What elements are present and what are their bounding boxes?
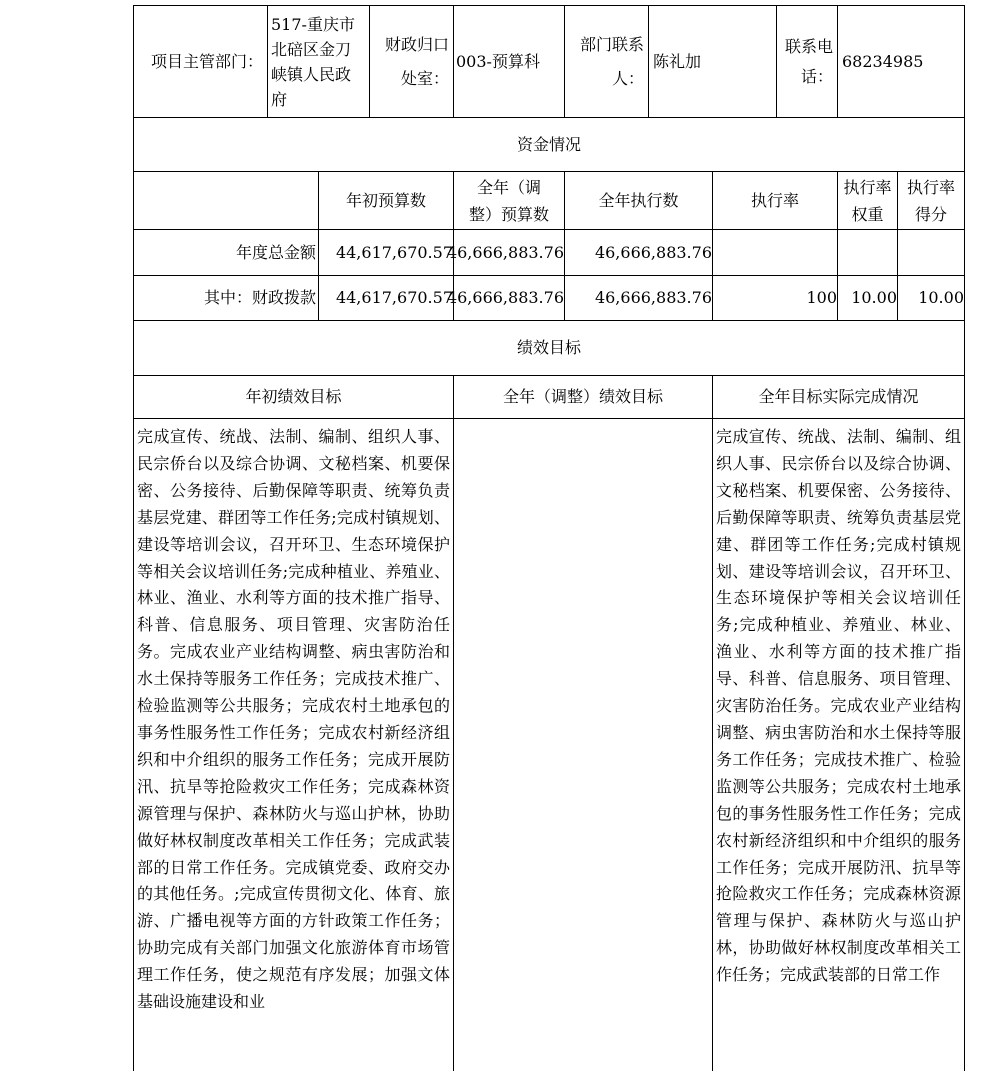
- col-rate: 执行率: [750, 190, 799, 210]
- col-actual-completion: 全年目标实际完成情况: [758, 387, 919, 406]
- finance-value: 003-预算科: [456, 51, 540, 71]
- performance-section-title: 绩效目标: [516, 338, 581, 357]
- dept-value: 517-重庆市北碚区金刀峡镇人民政府: [271, 14, 355, 109]
- row-fiscal-executed: 46,666,883.76: [594, 288, 712, 307]
- col-initial-budget: 年初预算数: [345, 190, 426, 210]
- col-adjusted-goal: 全年（调整）绩效目标: [502, 387, 663, 406]
- actual-completion-text: 完成宣传、统战、法制、编制、组织人事、民宗侨台以及综合协调、文秘档案、机要保密、公务接待、后勤保障等职责、统筹负责基层党建、群团等工作任务;完成村镇规划、建设等培训会议，召开环卫、生态环境保护等相关会议培训任务;完成种植业、养殖业、林业、渔业、水利等方面的技术推广指导、科普、信息服务、项目管理、灾害防治任务。完成农业产业结构调整、病虫害防治和水土保持等服务工作任务；完成技术推广、检验监测等公共服务；完成农村土地承包的事务性服务性工作任务；完成农村新经济组织和中介组织的服务工作任务；完成开展防汛、抗旱等抢险救灾工作任务；完成森林资源管理与保护、森林防火与巡山护林，协助做好林权制度改革相关工作任务；完成武装部的日常工作: [716, 427, 961, 985]
- row-fiscal-initial: 44,617,670.57: [335, 288, 453, 307]
- row-fiscal-adjusted: 46,666,883.76: [446, 288, 564, 307]
- row-fiscal-label: 其中：财政拨款: [203, 288, 316, 307]
- row-total-weight: [838, 230, 897, 275]
- row-total-executed: 46,666,883.76: [594, 242, 712, 262]
- col-rate-score: 执行率得分: [906, 177, 955, 224]
- phone-value: 68234985: [842, 51, 924, 71]
- col-rate-weight: 执行率权重: [843, 177, 892, 224]
- row-total-label: 年度总金额: [235, 242, 316, 262]
- contact-value: 陈礼加: [653, 51, 702, 71]
- initial-goal-text: 完成宣传、统战、法制、编制、组织人事、民宗侨台以及综合协调、文秘档案、机要保密、公务接待、后勤保障等职责、统筹负责基层党建、群团等工作任务;完成村镇规划、建设等培训会议，召开环卫、生态环境保护等相关会议培训任务;完成种植业、养殖业、林业、渔业、水利等方面的技术推广指导、科普、信息服务、项目管理、灾害防治任务。完成农业产业结构调整、病虫害防治和水土保持等服务工作任务；完成技术推广、检验监测等公共服务；完成农村土地承包的事务性服务性工作任务；完成农村新经济组织和中介组织的服务工作任务；完成开展防汛、抗旱等抢险救灾工作任务；完成森林资源管理与保护、森林防火与巡山护林，协助做好林权制度改革相关工作任务；完成武装部的日常工作任务。完成镇党委、政府交办的其他任务。;完成宣传贯彻文化、体育、旅游、广播电视等方面的方针政策工作任务；协助完成有关部门加强文化旅游体育市场管理工作任务，使之规范有序发展；加强文体基础设施建设和业: [137, 427, 450, 1012]
- row-fiscal-score: 10.00: [918, 288, 964, 307]
- col-executed: 全年执行数: [598, 190, 679, 210]
- row-total-initial: 44,617,670.57: [335, 242, 453, 262]
- row-total-rate: [713, 230, 837, 275]
- row-total-adjusted: 46,666,883.76: [446, 242, 564, 262]
- row-fiscal-weight: 10.00: [851, 288, 897, 307]
- funds-section-title: 资金情况: [516, 134, 581, 154]
- row-total-score: [898, 230, 964, 275]
- col-adjusted-budget: 全年（调整）预算数: [468, 177, 549, 224]
- adjusted-goal-text: [456, 424, 709, 1071]
- finance-label: 财政归口处室：: [384, 34, 449, 88]
- phone-label: 联系电话：: [784, 36, 833, 86]
- row-fiscal-rate: 100: [806, 288, 837, 307]
- col-initial-goal: 年初绩效目标: [245, 387, 342, 406]
- dept-label: 项目主管部门：: [150, 51, 263, 71]
- contact-label: 部门联系人：: [579, 34, 644, 88]
